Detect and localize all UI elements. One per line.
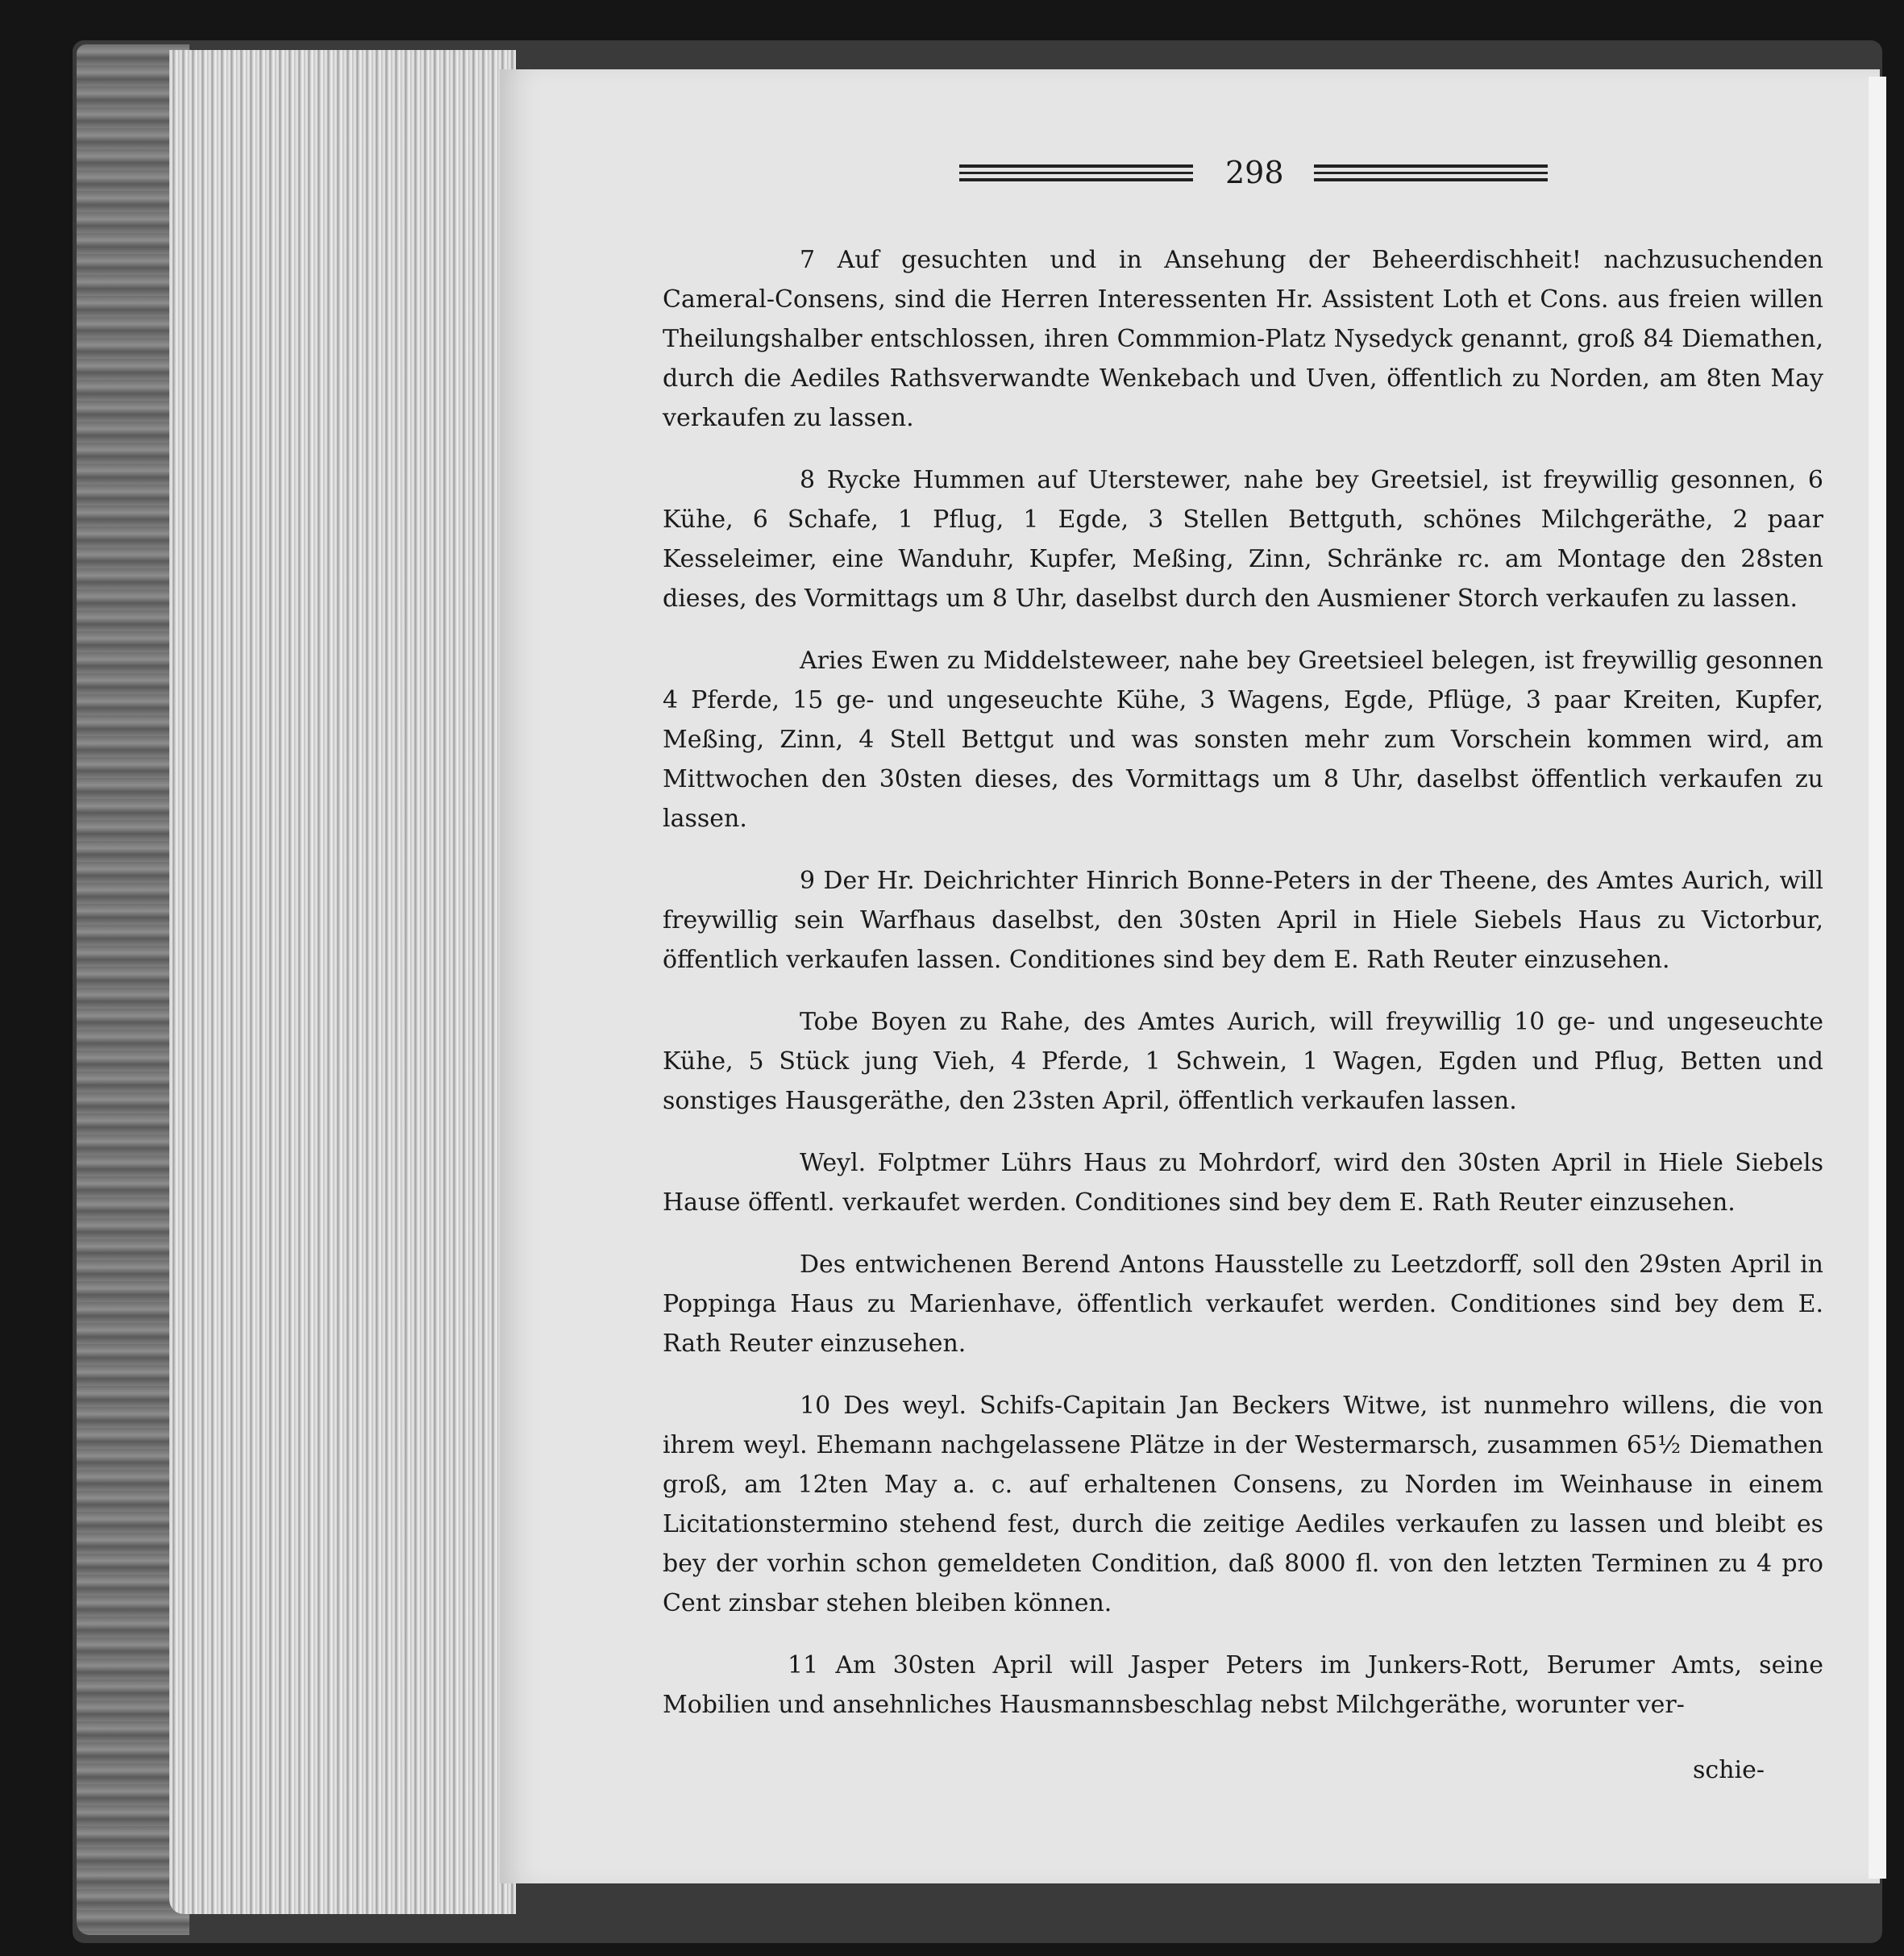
header-rule-left	[959, 164, 1193, 185]
notice-paragraph: 9 Der Hr. Deichrichter Hinrich Bonne-Peters in der Theene, des Amtes Aurich, will freywillig sein Warfhaus daselbst, den 30sten April in Hiele Siebels Haus zu Victorbur, öffentlich verkaufen lassen. Conditiones sind bey dem E. Rath Reuter einzusehen.	[663, 867, 1823, 974]
catchword: schie-	[1693, 1756, 1765, 1784]
page-body	[663, 240, 1823, 1725]
header-rule-right	[1314, 164, 1548, 185]
notice-paragraph: 11 Am 30sten April will Jasper Peters im Junkers-Rott, Berumer Amts, seine Mobilien und ansehnliches Hausmannsbeschlag nebst Milchgeräthe, worunter ver-	[663, 1651, 1823, 1719]
notice-paragraph: 10 Des weyl. Schifs-Capitain Jan Beckers Witwe, ist nunmehro willens, die von ihrem weyl. Ehemann nachgelassene Plätze in der Westermarsch, zusammen 65½ Diemathen groß, am 12ten May a. c. auf erhaltenen Consens, zu Norden im Weinhause in einem Licitationstermino stehend fest, durch die zeitige Aediles verkaufen zu lassen und bleibt es bey der vorhin schon gemeldeten Condition, daß 8000 fl. von den letzten Terminen zu 4 pro Cent zinsbar stehen bleiben können.	[663, 1392, 1823, 1617]
notice-paragraph: Aries Ewen zu Middelsteweer, nahe bey Greetsieel belegen, ist freywillig gesonnen 4 Pferde, 15 ge- und ungeseuchte Kühe, 3 Wagens, Egde, Pflüge, 3 paar Kreiten, Kupfer, Meßing, Zinn, 4 Stell Bettgut und was sonsten mehr zum Vorschein kommen wird, am Mittwochen den 30sten dieses, des Vormittags um 8 Uhr, daselbst öffentlich verkaufen zu lassen.	[663, 647, 1823, 833]
notice-paragraph: Des entwichenen Berend Antons Hausstelle zu Leetzdorff, soll den 29sten April in Poppinga Haus zu Marienhave, öffentlich verkaufet werden. Conditiones sind bey dem E. Rath Reuter einzusehen.	[663, 1251, 1823, 1358]
notice-paragraph: Tobe Boyen zu Rahe, des Amtes Aurich, will freywillig 10 ge- und ungeseuchte Kühe, 5 Stück jung Vieh, 4 Pferde, 1 Schwein, 1 Wagen, Egden und Pflug, Betten und sonstiges Hausgeräthe, den 23sten April, öffentlich verkaufen lassen.	[663, 1008, 1823, 1115]
page-edges	[169, 50, 516, 1914]
page-number: 298	[1225, 155, 1284, 190]
notice-paragraph: 8 Rycke Hummen auf Uterstewer, nahe bey Greetsiel, ist freywillig gesonnen, 6 Kühe, 6 Schafe, 1 Pflug, 1 Egde, 3 Stellen Bettguth, schönes Milchgeräthe, 2 paar Kesseleimer, eine Wanduhr, Kupfer, Meßing, Zinn, Schränke rc. am Montage den 28sten dieses, des Vormittags um 8 Uhr, daselbst durch den Ausmiener Storch verkaufen zu lassen.	[663, 466, 1823, 613]
notice-paragraph: Weyl. Folptmer Lührs Haus zu Mohrdorf, wird den 30sten April in Hiele Siebels Hause öffentl. verkaufet werden. Conditiones sind bey dem E. Rath Reuter einzusehen.	[663, 1149, 1823, 1217]
page-fore-edge	[1869, 77, 1886, 1879]
page-header	[959, 155, 1548, 198]
notice-paragraph: 7 Auf gesuchten und in Ansehung der Beheerdischheit! nachzusuchenden Cameral-Consens, sind die Herren Interessenten Hr. Assistent Loth et Cons. aus freien willen Theilungshalber entschlossen, ihren Commmion-Platz Nysedyck genannt, groß 84 Diemathen, durch die Aediles Rathsverwandte Wenkebach und Uven, öffentlich zu Norden, am 8ten May verkaufen zu lassen.	[663, 246, 1823, 432]
